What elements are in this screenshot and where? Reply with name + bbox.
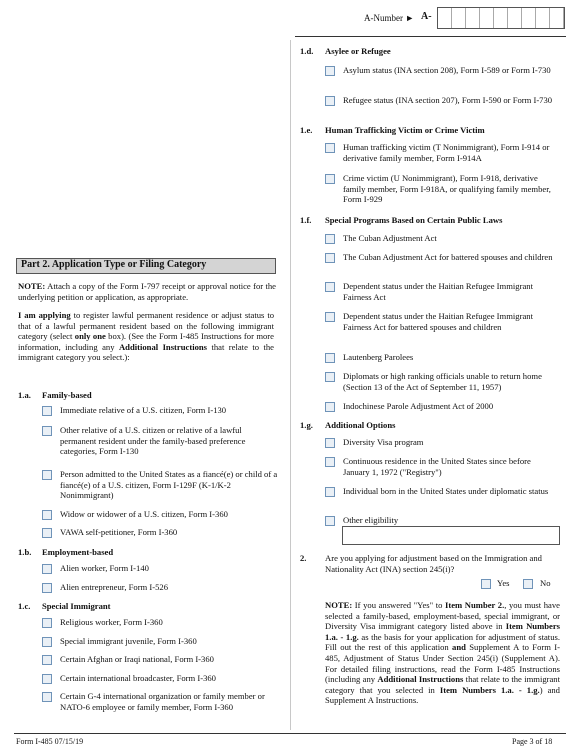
footer-rule — [14, 733, 566, 734]
checkbox-1c-religious-worker[interactable] — [42, 618, 52, 628]
note2-bold-5: Item Numbers 1.a. - 1.g. — [439, 684, 540, 695]
section-1e-title: Human Trafficking Victim or Crime Victim — [325, 125, 485, 135]
checkbox-1f-cuban[interactable] — [325, 234, 335, 244]
section-1f-number: 1.f. — [300, 215, 312, 225]
label-1a-immediate-relative: Immediate relative of a U.S. citizen, Form I-130 — [60, 405, 227, 415]
label-1f-cuban-battered: The Cuban Adjustment Act for battered spouses and children — [343, 252, 553, 262]
checkbox-1a-immediate-relative[interactable] — [42, 406, 52, 416]
section-1d-title: Asylee or Refugee — [325, 46, 391, 56]
section-1a-number: 1.a. — [18, 390, 31, 400]
label-1a-other-relative: Other relative of a U.S. citizen or relative of a lawful permanent resident under the family-based preference categories, Form I-130 — [60, 425, 246, 457]
checkbox-1e-crime-victim[interactable] — [325, 174, 335, 184]
label-1g-born-diplomatic: Individual born in the United States under diplomatic status — [343, 486, 549, 496]
a-number-field[interactable] — [437, 7, 565, 29]
column-divider — [290, 40, 291, 730]
label-1b-alien-worker: Alien worker, Form I-140 — [60, 563, 149, 573]
section-1e-number: 1.e. — [300, 125, 313, 135]
checkbox-1a-other-relative[interactable] — [42, 426, 52, 436]
part2-title-bar — [16, 258, 276, 274]
section-1g-title: Additional Options — [325, 420, 396, 430]
checkbox-1f-haitian[interactable] — [325, 282, 335, 292]
footer-form-id: Form I-485 07/15/19 — [16, 737, 84, 746]
label-1f-haitian-battered: Dependent status under the Haitian Refugee Immigrant Fairness Act for battered spouses and children — [343, 311, 533, 332]
checkbox-q2-yes[interactable] — [481, 579, 491, 589]
label-1f-diplomats: Diplomats or high ranking officials unable to return home (Section 13 of the Act of September 11, 1957) — [343, 371, 542, 392]
label-1d-refugee: Refugee status (INA section 207), Form I-590 or Form I-730 — [343, 95, 553, 105]
label-1c-broadcaster: Certain international broadcaster, Form I-360 — [60, 673, 216, 683]
question-2-text: Are you applying for adjustment based on the Immigration and Nationality Act (INA) section 245(i)? — [325, 553, 542, 574]
section-1b-number: 1.b. — [18, 547, 32, 557]
intro-text-3: that relate to the immigrant category you select.): — [18, 341, 274, 363]
label-1e-trafficking: Human trafficking victim (T Nonimmigrant), Form I-914 or derivative family member, Form I-914A — [343, 142, 550, 163]
intro-bold: I am applying — [18, 310, 71, 320]
checkbox-1d-asylum[interactable] — [325, 66, 335, 76]
part2-intro — [18, 310, 274, 363]
note2-text-5: that relate to the immigrant category that you selected in — [325, 674, 560, 695]
note2-bold-3: and — [452, 642, 466, 653]
section-1g-number: 1.g. — [300, 420, 313, 430]
checkbox-1g-registry[interactable] — [325, 457, 335, 467]
section-1c-number: 1.c. — [18, 601, 31, 611]
checkbox-1g-diversity-visa[interactable] — [325, 438, 335, 448]
label-q2-yes: Yes — [497, 578, 510, 588]
checkbox-1a-fiance[interactable] — [42, 470, 52, 480]
note2-text-1: If you answered "Yes" to — [352, 600, 446, 610]
checkbox-1c-afghan-iraqi[interactable] — [42, 655, 52, 665]
part2-note-label: NOTE: — [18, 281, 46, 291]
checkbox-q2-no[interactable] — [523, 579, 533, 589]
note2-text-2: , you must have selected a family-based, employment-based, special immigrant, or Diversity Visa immigrant category listed above in — [325, 600, 560, 632]
note-item-2 — [325, 600, 560, 706]
checkbox-1c-g4-nato[interactable] — [42, 692, 52, 702]
note2-bold-2: Item Numbers 1.a. - 1.g. — [325, 621, 560, 642]
checkbox-1f-haitian-battered[interactable] — [325, 312, 335, 322]
intro-only-one: only one — [74, 331, 106, 342]
checkbox-1a-vawa[interactable] — [42, 528, 52, 538]
checkbox-1b-alien-worker[interactable] — [42, 564, 52, 574]
label-1g-other-eligibility: Other eligibility — [343, 515, 399, 525]
checkbox-1g-other-eligibility[interactable] — [325, 516, 335, 526]
a-number-label: A-Number ► — [364, 13, 415, 23]
label-1f-lautenberg: Lautenberg Parolees — [343, 352, 414, 362]
label-1b-alien-entrepreneur: Alien entrepreneur, Form I-526 — [60, 582, 168, 592]
note2-text-3: as the basis for your application for adjustment of status. Fill out the rest of this application — [325, 631, 560, 653]
checkbox-1f-cuban-battered[interactable] — [325, 253, 335, 263]
checkbox-1c-broadcaster[interactable] — [42, 674, 52, 684]
label-1f-cuban: The Cuban Adjustment Act — [343, 233, 437, 243]
label-1f-indochinese: Indochinese Parole Adjustment Act of 2000 — [343, 401, 494, 411]
section-1b-title: Employment-based — [42, 547, 114, 557]
note2-bold-1: Item Number 2. — [445, 600, 505, 610]
label-1c-afghan-iraqi: Certain Afghan or Iraqi national, Form I-360 — [60, 654, 214, 664]
other-eligibility-input[interactable] — [342, 526, 560, 545]
part2-title: Part 2. Application Type or Filing Category — [21, 259, 207, 270]
checkbox-1g-born-diplomatic[interactable] — [325, 487, 335, 497]
label-q2-no: No — [540, 578, 551, 588]
note2-text-4: Supplement A to Form I-485, Adjustment of Status Under Section 245(i) (Supplement A). For detailed filing instructions, read the Form I-485 Instructions (including any — [325, 642, 560, 685]
checkbox-1e-trafficking[interactable] — [325, 143, 335, 153]
label-1c-religious-worker: Religious worker, Form I-360 — [60, 617, 163, 627]
intro-text-1: to register lawful permanent residence or adjust status to that of a lawful permanent resident based on the following immigrant category (select — [18, 310, 274, 342]
label-1e-crime-victim: Crime victim (U Nonimmigrant), Form I-918, derivative family member, Form I-918A, or qualifying family member, Form I-929 — [343, 173, 551, 205]
intro-additional: Additional Instructions — [118, 341, 207, 352]
label-1g-registry: Continuous residence in the United States since before January 1, 1972 ("Registry") — [343, 456, 531, 477]
checkbox-1f-lautenberg[interactable] — [325, 353, 335, 363]
label-1f-haitian: Dependent status under the Haitian Refugee Immigrant Fairness Act — [343, 281, 533, 302]
label-1a-vawa: VAWA self-petitioner, Form I-360 — [60, 527, 178, 537]
note2-label: NOTE: — [325, 600, 353, 610]
footer-page-number: Page 3 of 18 — [512, 737, 553, 746]
intro-text-2: box). (See the Form I-485 Instructions for more information, including any — [18, 331, 274, 352]
checkbox-1a-widow[interactable] — [42, 510, 52, 520]
section-1d-number: 1.d. — [300, 46, 314, 56]
label-1d-asylum: Asylum status (INA section 208), Form I-589 or Form I-730 — [343, 65, 551, 75]
checkbox-1d-refugee[interactable] — [325, 96, 335, 106]
section-1a-title: Family-based — [42, 390, 92, 400]
checkbox-1f-diplomats[interactable] — [325, 372, 335, 382]
section-1c-title: Special Immigrant — [42, 601, 111, 611]
question-2-number: 2. — [300, 553, 307, 563]
label-1a-fiance: Person admitted to the United States as a fiancé(e) or child of a fiancé(e) of a U.S. citizen, Form I-129F (K-1/K-2 Nonimmigrant) — [60, 469, 278, 501]
label-1c-g4-nato: Certain G-4 international organization or family member or NATO-6 employee or family member, Form I-360 — [60, 691, 265, 712]
checkbox-1b-alien-entrepreneur[interactable] — [42, 583, 52, 593]
label-1a-widow: Widow or widower of a U.S. citizen, Form I-360 — [60, 509, 228, 519]
section-1f-title: Special Programs Based on Certain Public Laws — [325, 215, 503, 225]
note2-bold-4: Additional Instructions — [377, 674, 464, 685]
checkbox-1c-juvenile[interactable] — [42, 637, 52, 647]
label-1c-juvenile: Special immigrant juvenile, Form I-360 — [60, 636, 197, 646]
label-1g-diversity-visa: Diversity Visa program — [343, 437, 424, 447]
part2-note-text: Attach a copy of the Form I-797 receipt or approval notice for the underlying petition or application, as appropriate. — [18, 281, 276, 302]
checkbox-1f-indochinese[interactable] — [325, 402, 335, 412]
note2-text-6: ) and Supplement A Instructions. — [325, 684, 560, 706]
header-rule — [295, 36, 566, 37]
part2-note — [18, 281, 276, 302]
a-number-prefix: A- — [421, 11, 432, 22]
